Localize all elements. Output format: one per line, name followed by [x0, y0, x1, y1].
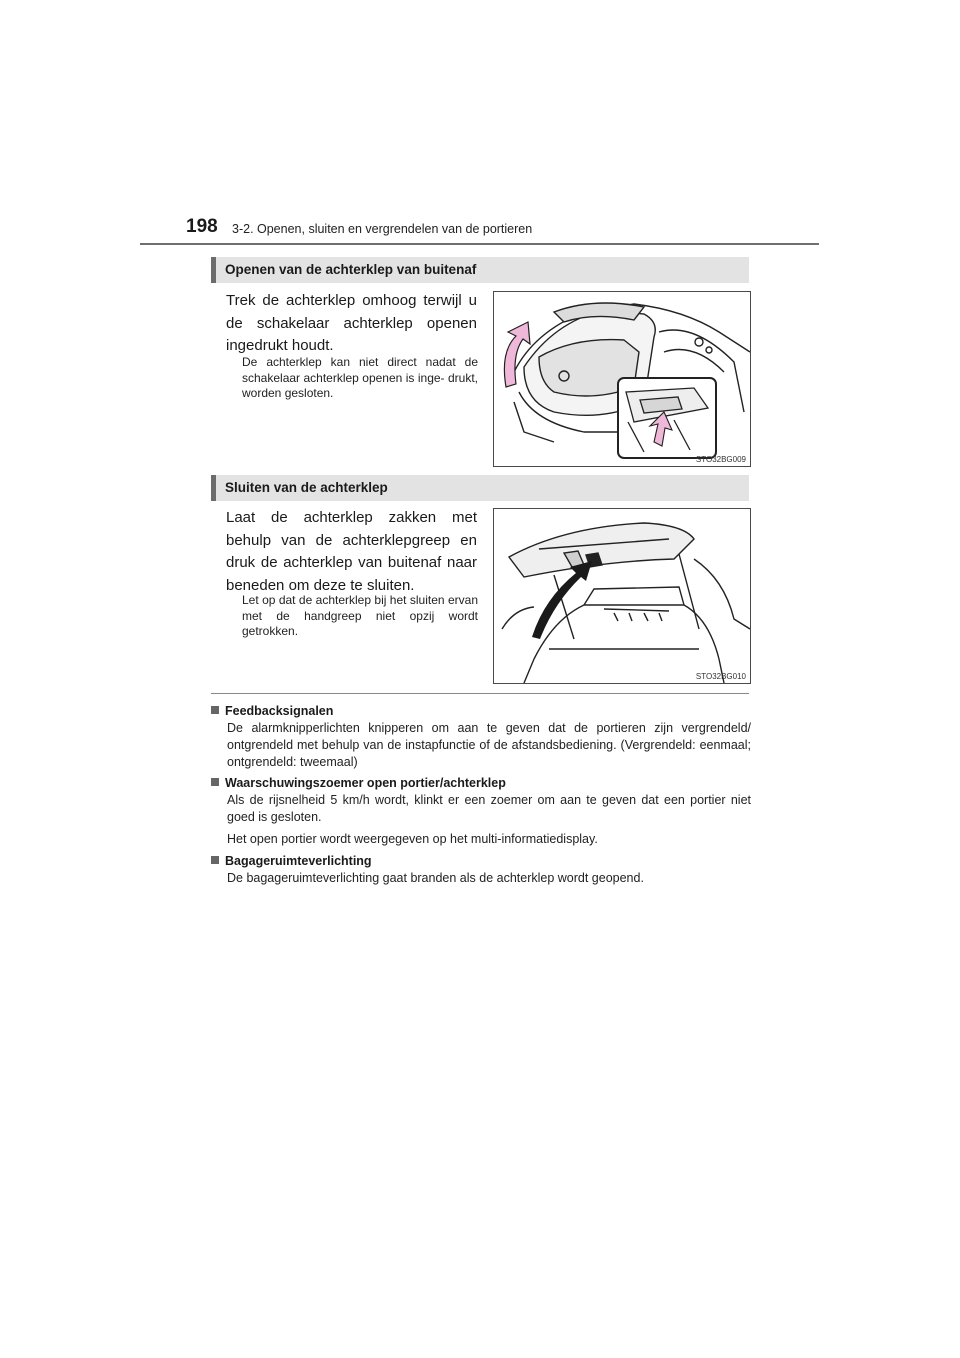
info-item-feedback — [211, 703, 751, 771]
open-instruction: Trek de achterklep omhoog terwijl u de schakelaar achterklep openen ingedrukt houdt. — [226, 292, 477, 354]
info-paragraph: De alarmknipperlichten knipperen om aan te geven dat de portieren zijn vergrendeld/ ontgrendeld met behulp van de instapfunctie of de afstandsbediening. (Vergrendeld: eenmaal; ontgrendeld: tweemaal) — [227, 721, 751, 769]
section-title-open: Openen van de achterklep van buitenaf — [225, 262, 477, 277]
figure-close-tailgate — [493, 508, 751, 684]
close-instruction: Laat de achterklep zakken met behulp van de achterklepgreep en druk de achterklep van buitenaf naar beneden om deze te sluiten. — [226, 509, 477, 594]
car-rear-illustration — [494, 292, 750, 466]
close-note: Let op dat de achterklep bij het sluiten ervan met de handgreep niet opzij wordt getrokken. — [242, 593, 478, 638]
open-note: De achterklep kan niet direct nadat de schakelaar achterklep openen is inge- drukt, worden gesloten. — [242, 355, 478, 400]
tailgate-interior-illustration — [494, 509, 750, 683]
square-bullet-icon — [211, 706, 219, 714]
header-rule — [140, 243, 819, 245]
section-divider — [211, 693, 749, 694]
section-bar-close — [211, 475, 749, 501]
info-paragraph: Het open portier wordt weergegeven op het multi-informatiedisplay. — [227, 832, 598, 846]
info-item-buzzer — [211, 775, 751, 848]
info-title: Bagageruimteverlichting — [211, 853, 751, 870]
section-title-close: Sluiten van de achterklep — [225, 480, 388, 495]
info-item-luggage-light — [211, 853, 751, 887]
page-number: 198 — [186, 216, 218, 237]
info-paragraph: De bagageruimteverlichting gaat branden als de achterklep wordt geopend. — [227, 871, 644, 885]
info-title: Feedbacksignalen — [211, 703, 751, 720]
figure-code-open: STO32BG009 — [695, 455, 746, 464]
section-header: 3-2. Openen, sluiten en vergrendelen van de portieren — [232, 222, 533, 236]
info-title: Waarschuwingszoemer open portier/achterklep — [211, 775, 751, 792]
square-bullet-icon — [211, 778, 219, 786]
section-bar-tick — [211, 475, 216, 501]
info-paragraph: Als de rijsnelheid 5 km/h wordt, klinkt er een zoemer om aan te geven dat een portier niet goed is gesloten. — [227, 793, 751, 824]
section-bar-open — [211, 257, 749, 283]
figure-open-tailgate — [493, 291, 751, 467]
section-bar-tick — [211, 257, 216, 283]
figure-code-close: STO32BG010 — [695, 672, 746, 681]
square-bullet-icon — [211, 856, 219, 864]
